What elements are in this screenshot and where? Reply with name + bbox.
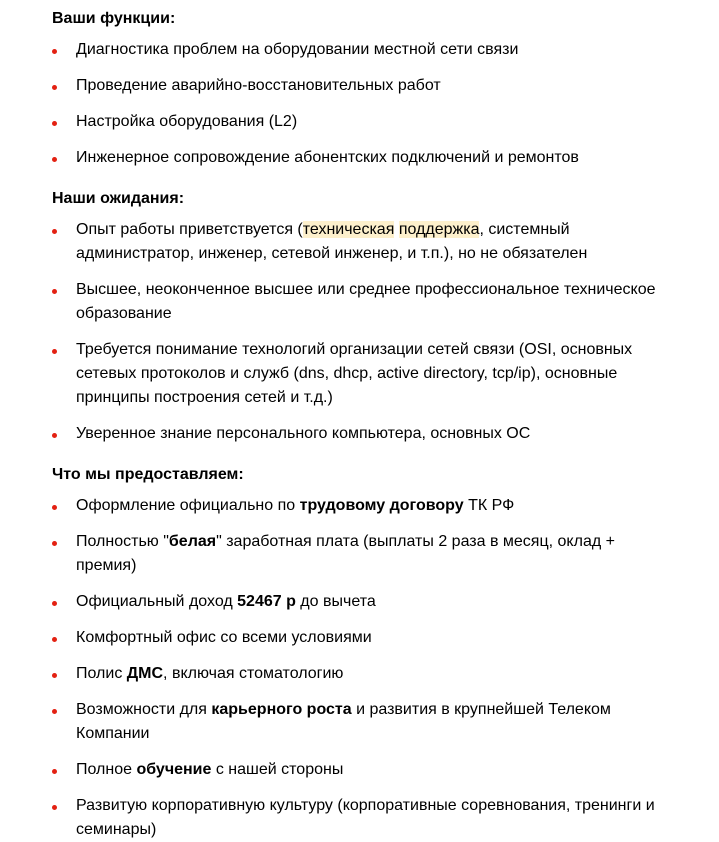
- text: Оформление официально по: [76, 497, 300, 514]
- list-item: [52, 626, 672, 650]
- text: Развитую корпоративную культуру (корпоративные соревнования, тренинги и семинары): [76, 797, 655, 838]
- list-item: [52, 590, 672, 614]
- list-item: [52, 758, 672, 782]
- list-item: [52, 422, 672, 446]
- text: Полностью ": [76, 533, 169, 550]
- bold-text: трудовому договору: [299, 497, 464, 514]
- list-item: [52, 146, 672, 170]
- list-item: [52, 698, 672, 746]
- bold-text: белая: [168, 533, 217, 550]
- text: Опыт работы приветствуется (: [76, 221, 303, 238]
- list-item: [52, 530, 672, 578]
- text: и развития в крупнейшей Телеком Компании: [76, 701, 611, 742]
- text: Уверенное знание персонального компьютера, основных ОС: [76, 425, 531, 442]
- list-item: [52, 74, 672, 98]
- highlighted-text: поддержка: [398, 221, 480, 238]
- text: " заработная плата (выплаты 2 раза в месяц, оклад + премия): [76, 533, 615, 574]
- bold-text: 52467 р: [237, 593, 296, 610]
- text: с нашей стороны: [211, 761, 344, 778]
- bold-text: карьерного роста: [211, 701, 352, 718]
- list-item: [52, 38, 672, 62]
- text: Инженерное сопровождение абонентских подключений и ремонтов: [76, 149, 579, 166]
- text: ТК РФ: [463, 497, 515, 514]
- text: Комфортный офис со всеми условиями: [76, 629, 372, 646]
- text: Требуется понимание технологий организации сетей связи (OSI, основных сетевых протоколов и служб (dns, dhcp, active directory, tcp/ip), основные принципы построения сетей и т.д.): [76, 341, 633, 406]
- section-heading: Наши ожидания:: [52, 190, 185, 207]
- text: Настройка оборудования (L2): [76, 113, 298, 130]
- list-item: [52, 110, 672, 134]
- text: Высшее, неоконченное высшее или среднее профессиональное техническое образование: [76, 281, 656, 322]
- section-heading: Ваши функции:: [52, 10, 176, 27]
- text: Диагностика проблем на оборудовании местной сети связи: [76, 41, 519, 58]
- bold-text: обучение: [136, 761, 212, 778]
- text: Возможности для: [76, 701, 212, 718]
- list-item: [52, 794, 672, 842]
- list-item: [52, 338, 672, 410]
- text: , системный администратор, инженер, сетевой инженер, и т.п.), но не обязателен: [76, 221, 588, 262]
- bold-text: ДМС: [126, 665, 164, 682]
- section-list: [52, 38, 672, 170]
- section-list: [52, 494, 672, 842]
- list-item: [52, 278, 672, 326]
- section-list: [52, 218, 672, 446]
- highlighted-text: техническая: [302, 221, 395, 238]
- list-item: [52, 218, 672, 266]
- text: Проведение аварийно-восстановительных работ: [76, 77, 441, 94]
- section-heading: Что мы предоставляем:: [52, 466, 244, 483]
- text: до вычета: [295, 593, 376, 610]
- text: Полное: [76, 761, 137, 778]
- list-item: [52, 662, 672, 686]
- text: Официальный доход: [76, 593, 238, 610]
- text: Полис: [76, 665, 127, 682]
- list-item: [52, 494, 672, 518]
- text: , включая стоматологию: [163, 665, 344, 682]
